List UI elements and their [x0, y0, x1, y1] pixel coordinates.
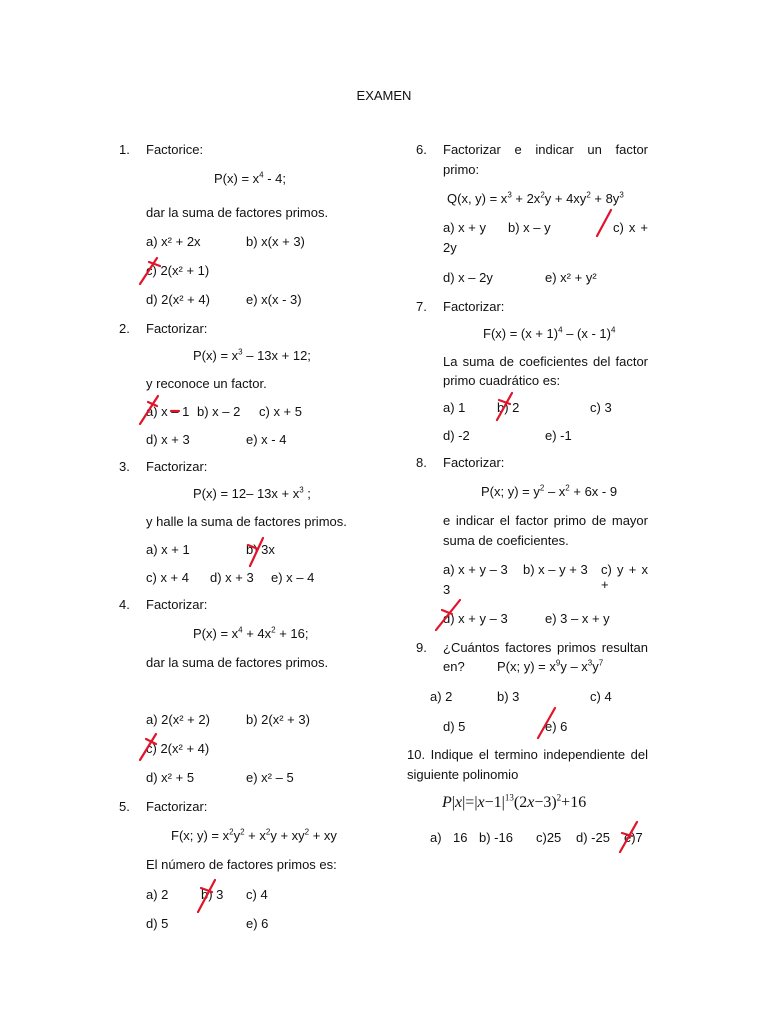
q2-heading: Factorizar:: [146, 321, 208, 336]
q5-option-e: e) 6: [246, 916, 269, 931]
q2-option-b: b) x – 2: [197, 404, 241, 419]
q10-option-c: c)25: [536, 830, 562, 845]
q8-heading: Factorizar:: [443, 455, 505, 470]
q6-option-d: d) x – 2y: [443, 270, 493, 285]
q6-answer-mark: [597, 210, 611, 236]
q3-equation: P(x) = 12– $13x + x^3$ ;: [193, 485, 311, 501]
q2-option-c: c) x + 5: [259, 404, 302, 419]
q8-prompt-line1: e indicar el factor primo de mayor: [443, 513, 648, 528]
q9-question-line2: en?: [443, 659, 465, 674]
q7-option-c: c) 3: [590, 400, 612, 415]
q1-heading: Factorice:: [146, 142, 204, 157]
q5-equation: F(x; $y) = x^2y^2 + x^2y + xy^2$ + xy: [171, 827, 337, 843]
q4-option-d: d) x² + 5: [146, 770, 195, 785]
q1-option-d: d) 2(x² + 4): [146, 292, 210, 307]
q2-option-d: d) x + 3: [146, 432, 190, 447]
q8-number: 8.: [416, 455, 427, 470]
q9-option-c: c) 4: [590, 689, 612, 704]
q9-option-a: a) 2: [430, 689, 453, 704]
q8-option-d: d) x + y – 3: [443, 611, 508, 626]
q7-equation: $F(x) = (x + 1)^4 - (x - 1)^4$: [483, 325, 616, 341]
q3-option-c: c) x + 4: [146, 570, 189, 585]
q10-question-line2: siguiente polinomio: [407, 767, 519, 782]
q4-option-e: e) x² – 5: [246, 770, 294, 785]
q8-option-a: a) x + y – 3: [443, 562, 508, 577]
q7-option-b: b) 2: [497, 400, 520, 415]
q2-option-e: e) x - 4: [246, 432, 287, 447]
q10-option-a-letter: a): [430, 830, 442, 845]
q2-number: 2.: [119, 321, 130, 336]
q1-option-e: e) x(x - 3): [246, 292, 302, 307]
q4-prompt: dar la suma de factores primos.: [146, 655, 329, 670]
q5-option-b: b) 3: [201, 887, 224, 902]
q3-heading: Factorizar:: [146, 459, 208, 474]
q9-question-line1: ¿Cuántos factores primos resultan: [443, 640, 648, 655]
q1-option-a: a) x² + 2x: [146, 234, 201, 249]
q1-number: 1.: [119, 142, 130, 157]
q1-equation: $P(x) = x^4 - 4$;: [214, 170, 287, 186]
q6-option-c-cont: 2y: [443, 240, 457, 255]
q7-number: 7.: [416, 299, 427, 314]
q6-option-b: b) x – y: [508, 220, 551, 235]
q9-option-e: e) 6: [545, 719, 568, 734]
q3-option-e: e) x – 4: [271, 570, 315, 585]
q9-option-b: b) 3: [497, 689, 520, 704]
q6-option-c: c) x +: [613, 220, 648, 235]
q5-option-a: a) 2: [146, 887, 169, 902]
q4-equation: $P(x) = x^4 + 4x^2 + 16$;: [193, 625, 309, 641]
q8-option-c: c) y + x +: [601, 562, 648, 592]
q5-heading: Factorizar:: [146, 799, 208, 814]
q2-prompt: y reconoce un factor.: [146, 376, 267, 391]
q9-option-d: d) 5: [443, 719, 466, 734]
q5-number: 5.: [119, 799, 130, 814]
q7-prompt-line2: primo cuadrático es:: [443, 373, 561, 388]
q10-option-a: 16: [453, 830, 468, 845]
q10-equation: $P|x|=|x-1|^{13}(2x-3)^2+16$: [442, 792, 587, 811]
q6-equation: Q(x, $y) = x^3 + 2x^2y + 4xy^2 + 8y^3$: [447, 190, 624, 206]
q10-option-b: b) -16: [479, 830, 513, 845]
q3-option-b: b) 3x: [246, 542, 275, 557]
q7-prompt-line1: La suma de coeficientes del factor: [443, 354, 648, 369]
q9-number: 9.: [416, 640, 427, 655]
q4-option-a: a) 2(x² + 2): [146, 712, 210, 727]
exam-title: EXAMEN: [356, 88, 412, 103]
q10-question-line1: 10. Indique el termino independiente del: [407, 747, 648, 762]
q2-equation: $P(x) = x^3 - 13x + 12$;: [193, 347, 311, 363]
q6-option-a: a) x + y: [443, 220, 486, 235]
q8-option-b: b) x – y + 3: [523, 562, 588, 577]
q5-option-d: d) 5: [146, 916, 169, 931]
q1-option-c: c) 2(x² + 1): [146, 263, 210, 278]
q3-option-d: d) x + 3: [210, 570, 254, 585]
q2-option-a: a) x – 1: [146, 404, 190, 419]
q7-option-a: a) 1: [443, 400, 466, 415]
q5-prompt: El número de factores primos es:: [146, 857, 337, 872]
q6-option-e: e) x² + y²: [545, 270, 597, 285]
q4-heading: Factorizar:: [146, 597, 208, 612]
q8-prompt-line2: suma de coeficientes.: [443, 533, 569, 548]
q6-heading-line2: primo:: [443, 162, 480, 177]
q3-number: 3.: [119, 459, 130, 474]
q10-option-d: d) -25: [576, 830, 610, 845]
q6-number: 6.: [416, 142, 427, 157]
q4-option-c: c) 2(x² + 4): [146, 741, 210, 756]
q9-equation: P(x; $y) = x^9y - x^3y^7$: [497, 658, 604, 674]
q8-option-c-cont: 3: [443, 582, 451, 597]
q7-option-e: e) -1: [545, 428, 572, 443]
q7-heading: Factorizar:: [443, 299, 505, 314]
q1-prompt: dar la suma de factores primos.: [146, 205, 329, 220]
q10-option-e: e)7: [624, 830, 643, 845]
q3-prompt: y halle la suma de factores primos.: [146, 514, 347, 529]
q6-heading-line1: Factorizar e indicar un factor: [443, 142, 648, 157]
q7-option-d: d) -2: [443, 428, 470, 443]
q1-option-b: b) x(x + 3): [246, 234, 305, 249]
q3-option-a: a) x + 1: [146, 542, 190, 557]
q4-number: 4.: [119, 597, 130, 612]
q8-option-e: e) 3 – x + y: [545, 611, 610, 626]
q5-option-c: c) 4: [246, 887, 268, 902]
q4-option-b: b) 2(x² + 3): [246, 712, 310, 727]
q8-equation: P(x; $y) = y^2 - x^2 + 6x - 9$: [481, 483, 618, 499]
